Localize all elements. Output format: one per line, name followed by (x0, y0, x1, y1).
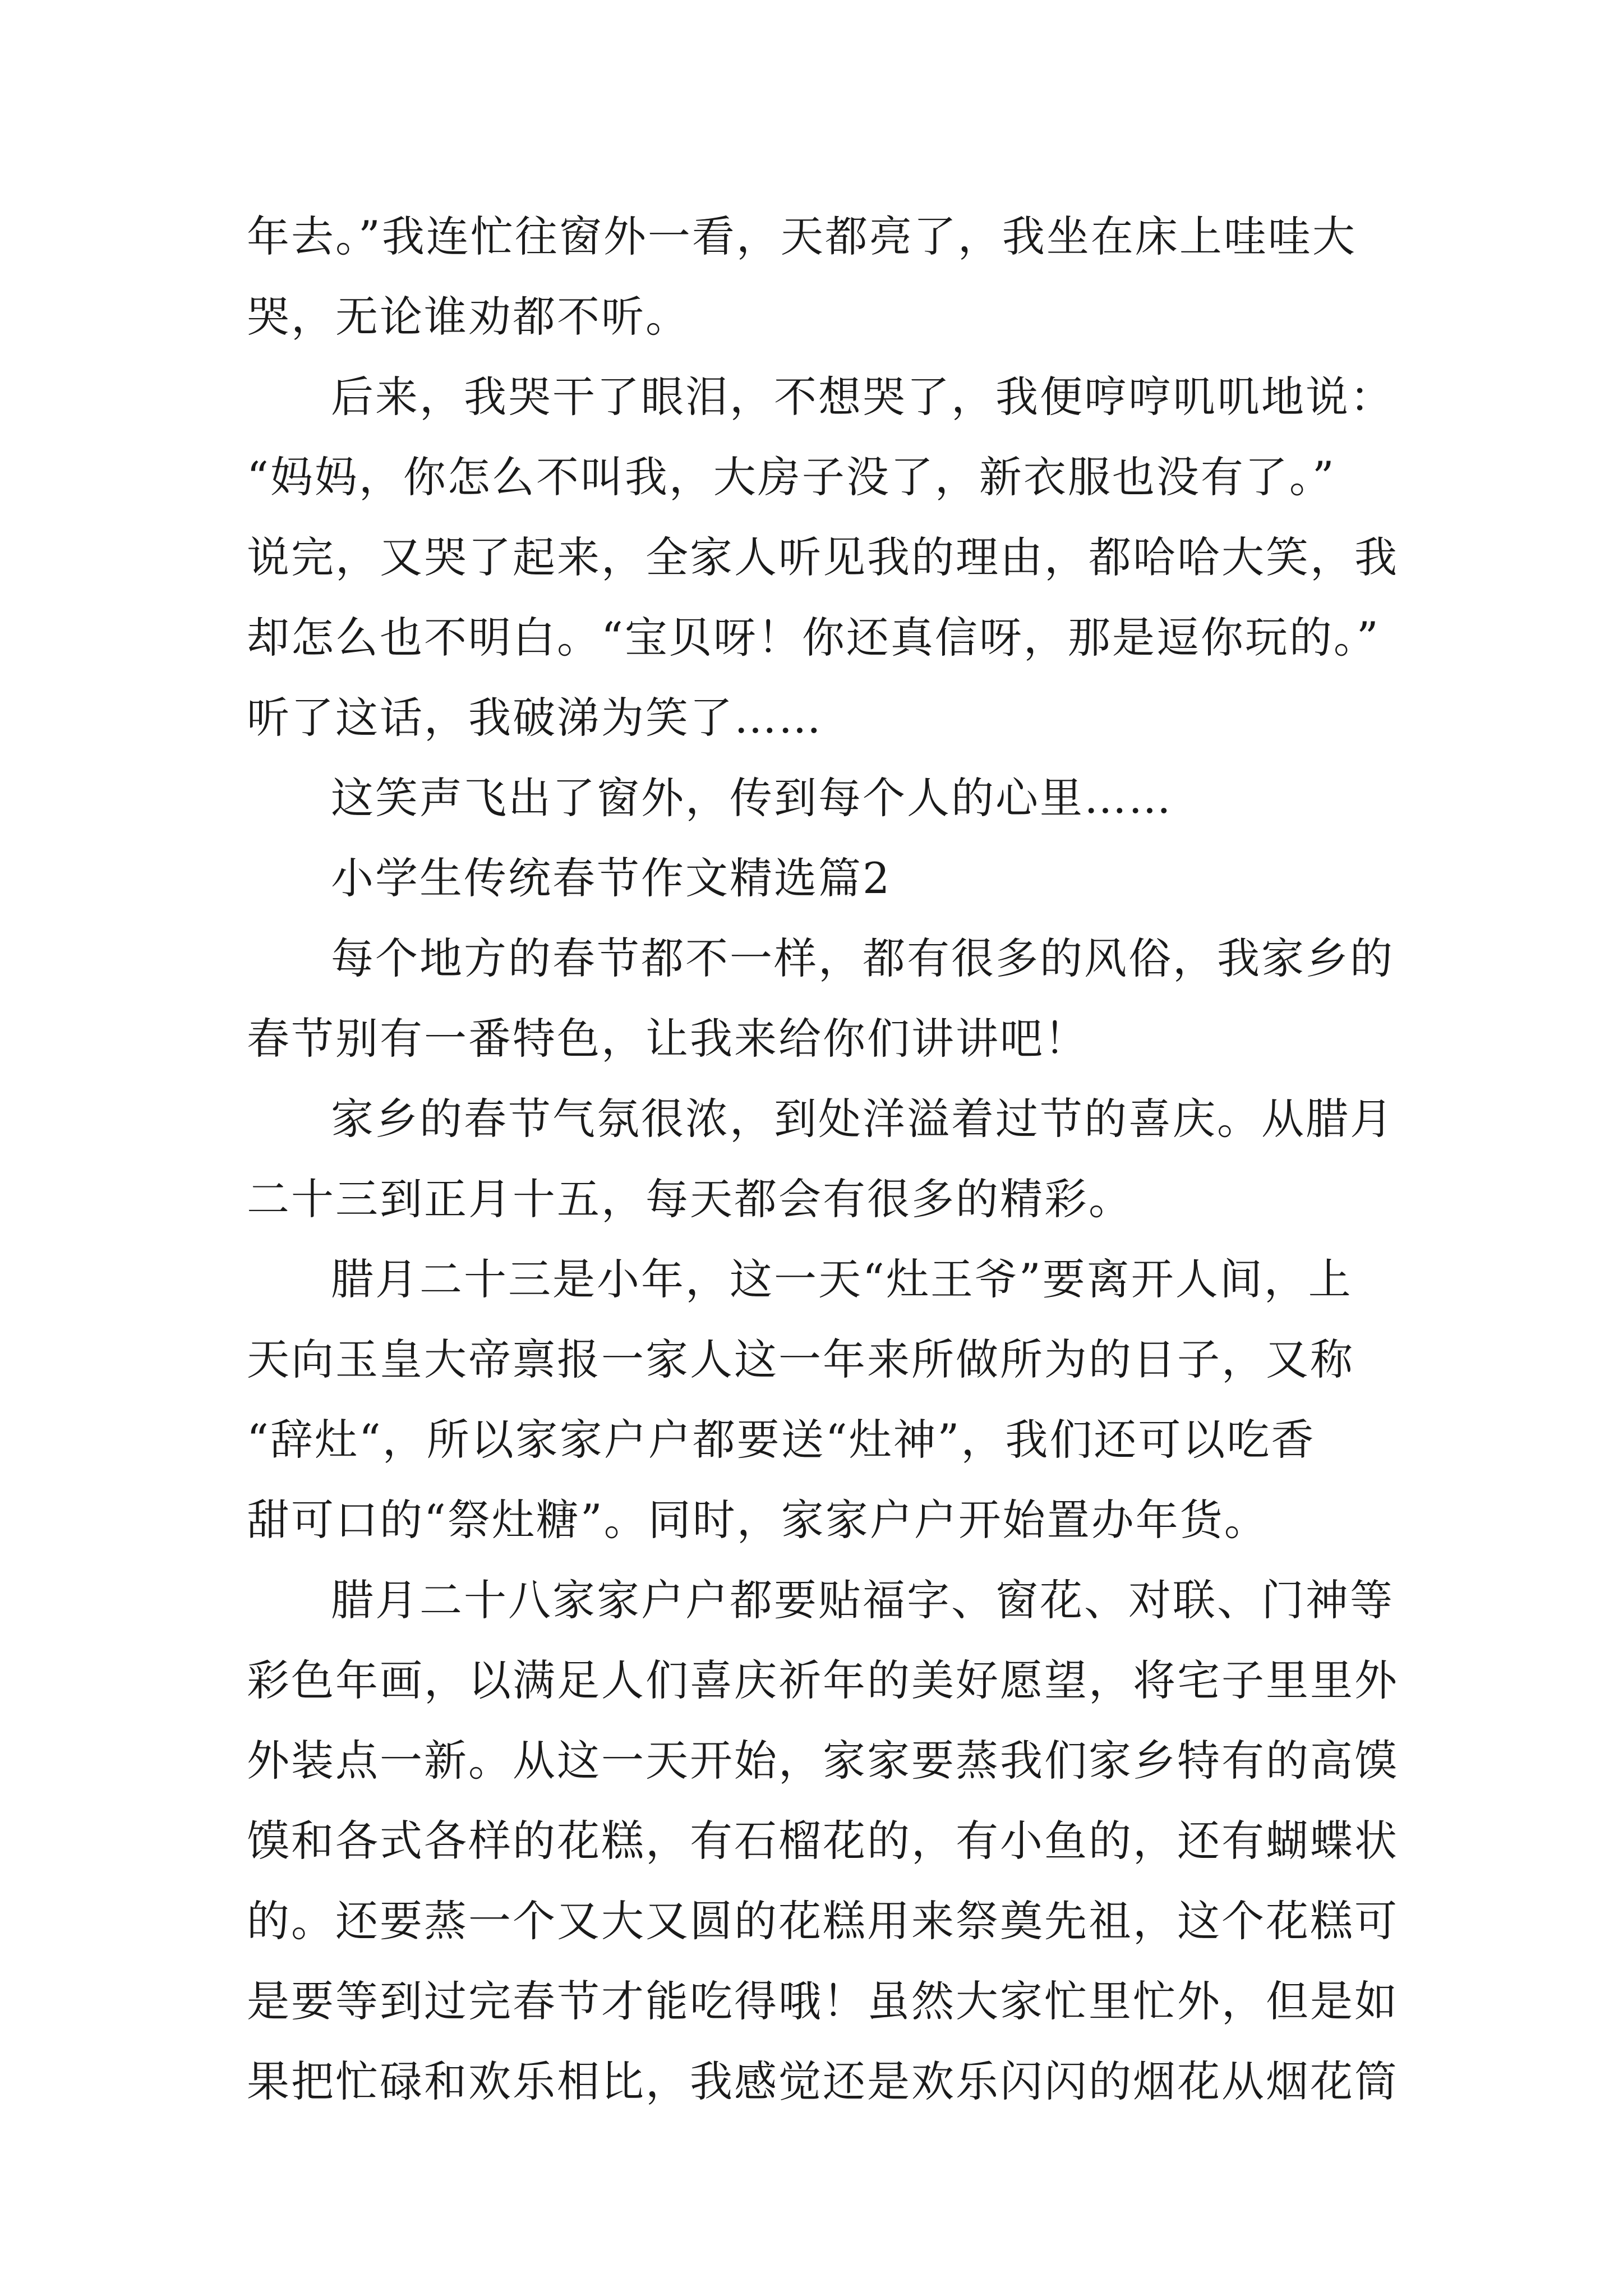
text-line: 的。还要蒸一个又大又圆的花糕用来祭奠先祖，这个花糕可 (247, 1896, 1399, 1946)
text-line: 这笑声飞出了窗外，传到每个人的心里…… (331, 773, 1173, 823)
text-line: “辞灶“，所以家家户户都要送“灶神”，我们还可以吃香 (247, 1415, 1316, 1465)
text-line: 馍和各式各样的花糕，有石榴花的，有小鱼的，还有蝴蝶状 (247, 1816, 1399, 1866)
text-line: 腊月二十八家家户户都要贴福字、窗花、对联、门神等 (331, 1575, 1394, 1625)
section-heading: 小学生传统春节作文精选篇2 (331, 853, 892, 903)
text-line: 天向玉皇大帝禀报一家人这一年来所做所为的日子，又称 (247, 1335, 1354, 1384)
document-body (247, 196, 1399, 2122)
text-line: 果把忙碌和欢乐相比，我感觉还是欢乐闪闪的烟花从烟花筒 (247, 2056, 1399, 2106)
text-line: 哭，无论谁劝都不听。 (247, 292, 690, 342)
text-line: 说完，又哭了起来，全家人听见我的理由，都哈哈大笑，我 (247, 532, 1399, 582)
text-line: 后来，我哭干了眼泪，不想哭了，我便哼哼叽叽地说： (331, 372, 1394, 422)
text-line: 外装点一新。从这一天开始，家家要蒸我们家乡特有的高馍 (247, 1736, 1399, 1786)
text-line: 甜可口的“祭灶糖”。同时，家家户户开始置办年货。 (247, 1495, 1269, 1545)
text-line: 年去。”我连忙往窗外一看，天都亮了，我坐在床上哇哇大 (247, 211, 1357, 261)
text-line: 是要等到过完春节才能吃得哦！虽然大家忙里忙外，但是如 (247, 1976, 1399, 2026)
text-line: 腊月二十三是小年，这一天“灶王爷”要离开人间，上 (331, 1254, 1353, 1304)
text-line: 家乡的春节气氛很浓，到处洋溢着过节的喜庆。从腊月 (331, 1094, 1394, 1144)
text-line: 彩色年画，以满足人们喜庆祈年的美好愿望，将宅子里里外 (247, 1655, 1399, 1705)
text-line: 二十三到正月十五，每天都会有很多的精彩。 (247, 1174, 1133, 1224)
text-line: 却怎么也不明白。“宝贝呀！你还真信呀，那是逗你玩的。” (247, 613, 1380, 662)
text-line: 每个地方的春节都不一样，都有很多的风俗，我家乡的 (331, 933, 1394, 983)
text-line: 春节别有一番特色，让我来给你们讲讲吧！ (247, 1014, 1089, 1064)
text-line: 听了这话，我破涕为笑了…… (247, 693, 823, 743)
text-line: “妈妈，你怎么不叫我，大房子没了，新衣服也没有了。” (247, 452, 1336, 502)
